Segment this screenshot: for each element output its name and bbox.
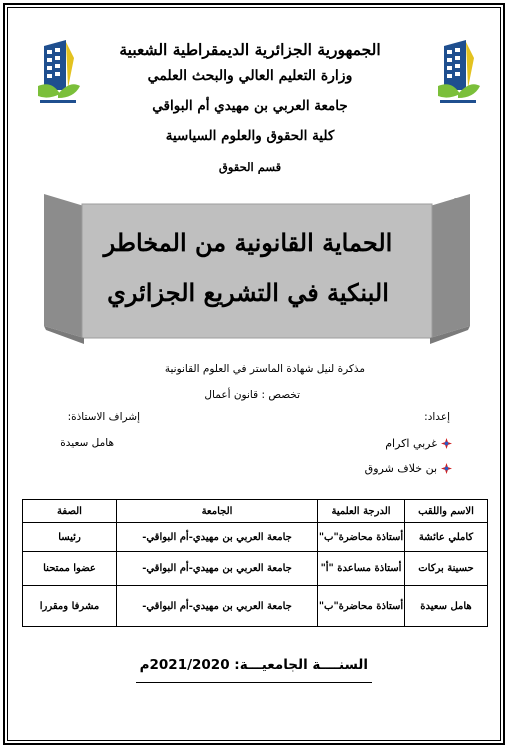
jury-cell-university: جامعة العربي بن مهيدي-أم البواقي- (117, 552, 318, 586)
academic-year-value: 2021/2020م (139, 657, 230, 673)
jury-cell-university: جامعة العربي بن مهيدي-أم البواقي- (117, 523, 318, 552)
jury-cell-rank: أستاذة محاضرة"ب" (318, 586, 405, 627)
jury-cell-name: هامل سعيدة (405, 586, 488, 627)
jury-header-role: الصفة (23, 500, 117, 523)
university-logo-right (434, 38, 482, 108)
jury-cell-rank: أستاذة محاضرة"ب" (318, 523, 405, 552)
table-row (23, 586, 488, 627)
table-row (23, 523, 488, 552)
title-banner (44, 188, 470, 348)
university-heading: جامعة العربي بن مهيدي أم البواقي (152, 98, 348, 114)
republic-heading: الجمهورية الجزائرية الديمقراطية الشعبية (119, 40, 381, 59)
star-bullet-icon (441, 463, 452, 474)
degree-text: مذكرة لنيل شهادة الماستر في العلوم القانونية (164, 363, 365, 375)
faculty-heading: كلية الحقوق والعلوم السياسية (165, 128, 335, 144)
jury-header-university: الجامعة (117, 500, 318, 523)
supervision-label: إشراف الاستاذة: (67, 411, 140, 423)
ministry-heading: وزارة التعليم العالي والبحث العلمي (147, 68, 353, 84)
preparation-label: إعداد: (424, 411, 450, 423)
department-heading: قسم الحقوق (218, 160, 282, 174)
thesis-title-line1: الحماية القانونية من المخاطر (103, 228, 393, 257)
star-bullet-icon (441, 438, 452, 449)
jury-header-rank: الدرجة العلمية (318, 500, 405, 523)
jury-cell-role: عضوا ممتحنا (23, 552, 117, 586)
jury-header-name: الاسم واللقب (405, 500, 488, 523)
jury-header-row (23, 500, 488, 523)
thesis-title-line2: البنكية في التشريع الجزائري (107, 278, 389, 307)
jury-cell-name: كاملي عائشة (405, 523, 488, 552)
jury-cell-rank: أستاذة مساعدة "أ" (318, 552, 405, 586)
jury-table (22, 499, 488, 627)
year-underline (136, 682, 372, 683)
student-1 (385, 437, 452, 450)
jury-cell-role: رئيسا (23, 523, 117, 552)
supervisor-name: هامل سعيدة (60, 437, 114, 449)
table-row (23, 552, 488, 586)
student-2 (365, 462, 452, 475)
jury-cell-university: جامعة العربي بن مهيدي-أم البواقي- (117, 586, 318, 627)
specialty-text: تخصص : قانون أعمال (204, 389, 300, 401)
academic-year-label: السنــــة الجامعيـــة: (234, 657, 368, 673)
jury-cell-name: حسينة بركات (405, 552, 488, 586)
university-logo-left (34, 38, 82, 108)
academic-year (140, 657, 368, 673)
jury-cell-role: مشرفا ومقررا (23, 586, 117, 627)
student-name-1: غربي اكرام (385, 437, 437, 450)
student-name-2: بن خلاف شروق (364, 462, 437, 475)
